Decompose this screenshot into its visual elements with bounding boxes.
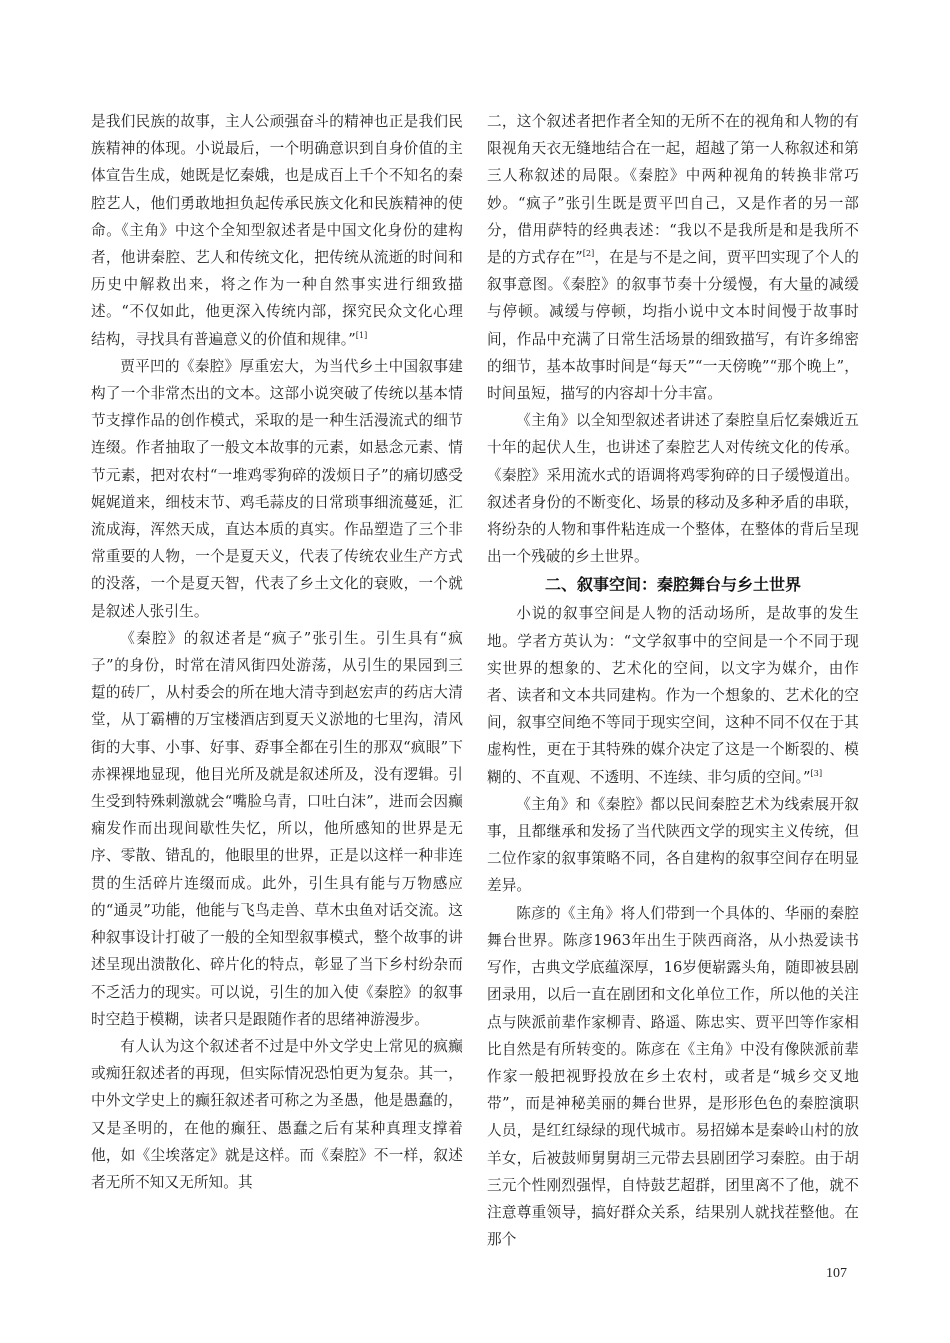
right-p1-after: ，在是与不是之间，贾平凹实现了个人的叙事意图。《秦腔》的叙事节奏十分缓慢，有大量的减缓与停顿。减缓与停顿，均指小说中文本时间慢于故事时间，作品中充满了日常生活场景的细致描写，有许多绵密的细节，基本故事时间是“每天”“一天傍晚”“那个晚上”，时间虽短，描写的内容却十分丰富。 bbox=[487, 249, 859, 403]
right-paragraph-3 bbox=[487, 600, 859, 790]
left-paragraph-1 bbox=[91, 108, 463, 353]
left-paragraph-2: 贾平凹的《秦腔》厚重宏大，为当代乡土中国叙事建构了一个非常杰出的文本。这部小说突破了传统以基本情节支撑作品的创作模式，采取的是一种生活漫流式的细节连缀。作者抽取了一般文本故事的元素，如悬念元素、情节元素，把对农村“一堆鸡零狗碎的泼烦日子”的痛切感受娓娓道来，细枝末节、鸡毛蒜皮的日常琐事细流蔓延，汇流成海，浑然天成，直达本质的真实。作品塑造了三个非常重要的人物，一个是夏天义，代表了传统农业生产方式的没落，一个是夏天智，代表了乡土文化的衰败，一个就是叙述人张引生。 bbox=[91, 357, 463, 620]
right-paragraph-2: 《主角》以全知型叙述者讲述了秦腔皇后忆秦娥近五十年的起伏人生，也讲述了秦腔艺人对传统文化的传承。《秦腔》采用流水式的语调将鸡零狗碎的日子缓慢道出。叙述者身份的不断变化、场景的移动及多种矛盾的串联，将纷杂的人物和事件粘连成一个整体，在整体的背后呈现出一个残破的乡土世界。 bbox=[487, 412, 859, 566]
right-paragraph-5: 陈彦的《主角》将人们带到一个具体的、华丽的秦腔舞台世界。陈彦1963年出生于陕西商洛，从小热爱读书写作，古典文学底蕴深厚，16岁便崭露头角，随即被县剧团录用，以后一直在剧团和文化单位工作，所以他的关注点与陕派前辈作家柳青、路遥、陈忠实、贾平凹等作家相比自然是有所转变的。陈彦在《主角》中没有像陕派前辈作家一般把视野投放在乡土农村，或者是“城乡交叉地带”，而是神秘美丽的舞台世界，是形形色色的秦腔演职人员，是红红绿绿的现代城市。易招娣本是秦岭山村的放羊女，后被鼓师舅舅胡三元带去县剧团学习秦腔。由于胡三元个性刚烈强悍，自恃鼓艺超群，团里离不了他，就不注意尊重领导，搞好群众关系，结果别人就找茬整他。在那个 bbox=[487, 904, 859, 1249]
footnote-ref-2[interactable]: [2] bbox=[582, 249, 595, 259]
right-p1-before: 二，这个叙述者把作者全知的无所不在的视角和人物的有限视角天衣无缝地结合在一起，超越了第一人称叙述和第三人称叙述的局限。《秦腔》中两种视角的转换非常巧妙。“疯子”张引生既是贾平凹自己，又是作者的另一部分，借用萨特的经典表述：“我以不是我所是和是我所不是的方式存在” bbox=[487, 113, 859, 267]
section-heading: 二、叙事空间：秦腔舞台与乡土世界 bbox=[544, 575, 801, 595]
page-number: 107 bbox=[826, 1266, 847, 1281]
footnote-ref-3[interactable]: [3] bbox=[810, 768, 823, 778]
left-p1-text: 是我们民族的故事，主人公顽强奋斗的精神也正是我们民族精神的体现。小说最后，一个明确意识到自身价值的主体宣告生成，她既是忆秦娥，也是成百上千个不知名的秦腔艺人，他们勇敢地担负起传承民族文化和民族精神的使命。《主角》中这个全知型叙述者是中国文化身份的建构者，他讲秦腔、艺人和传统文化，把传统从流逝的时间和历史中解救出来，将之作为一种自然事实进行细致描述。“不仅如此，他更深入传统内部，探究民众文化心理结构，寻找具有普遍意义的价值和规律。” bbox=[91, 113, 463, 348]
left-column bbox=[91, 108, 463, 1196]
left-paragraph-4: 有人认为这个叙述者不过是中外文学史上常见的疯癫或痴狂叙述者的再现，但实际情况恐怕更为复杂。其一，中外文学史上的癫狂叙述者可称之为圣愚，他是愚蠢的，又是圣明的，在他的癫狂、愚蠢之后有某种真理支撑着他，如《尘埃落定》就是这样。而《秦腔》不一样，叙述者无所不知又无所知。其 bbox=[91, 1037, 463, 1191]
right-paragraph-1 bbox=[487, 108, 859, 407]
footnote-ref-1[interactable]: [1] bbox=[355, 330, 368, 340]
right-paragraph-4: 《主角》和《秦腔》都以民间秦腔艺术为线索展开叙事，且都继承和发扬了当代陕西文学的现实主义传统，但二位作家的叙事策略不同，各自建构的叙事空间存在明显差异。 bbox=[487, 795, 859, 895]
left-paragraph-3: 《秦腔》的叙述者是“疯子”张引生。引生具有“疯子”的身份，时常在清风街四处游荡，从引生的果园到三踅的砖厂，从村委会的所在地大清寺到赵宏声的药店大清堂，从丁霸槽的万宝楼酒店到夏天义淤地的七里沟，清风街的大事、小事、好事、孬事全都在引生的那双“疯眼”下赤裸裸地显现，他目光所及就是叙述所及，没有逻辑。引生受到特殊刺激就会“嘴脸乌青，口吐白沫”，进而会因癫痫发作而出现间歇性失忆，所以，他所感知的世界是无序、零散、错乱的，他眼里的世界，正是以这样一种非连贯的生活碎片连缀而成。此外，引生具有能与万物感应的“通灵”功能，他能与飞鸟走兽、草木虫鱼对话交流。这种叙事设计打破了一般的全知型叙事模式，整个故事的讲述呈现出溃散化、碎片化的特点，彰显了当下乡村纷杂而不乏活力的现实。可以说，引生的加入使《秦腔》的叙事时空趋于模糊，读者只是跟随作者的思绪神游漫步。 bbox=[91, 629, 463, 1028]
right-p3-text: 小说的叙事空间是人物的活动场所，是故事的发生地。学者方英认为：“文学叙事中的空间是一个不同于现实世界的想象的、艺术化的空间，以文字为媒介，由作者、读者和文本共同建构。作为一个想象的、艺术化的空间，叙事空间绝不等同于现实空间，这种不同不仅在于其虚构性，更在于其特殊的媒介决定了这是一个断裂的、模糊的、不直观、不透明、不连续、非匀质的空间。” bbox=[487, 605, 859, 786]
right-column bbox=[487, 108, 859, 1253]
